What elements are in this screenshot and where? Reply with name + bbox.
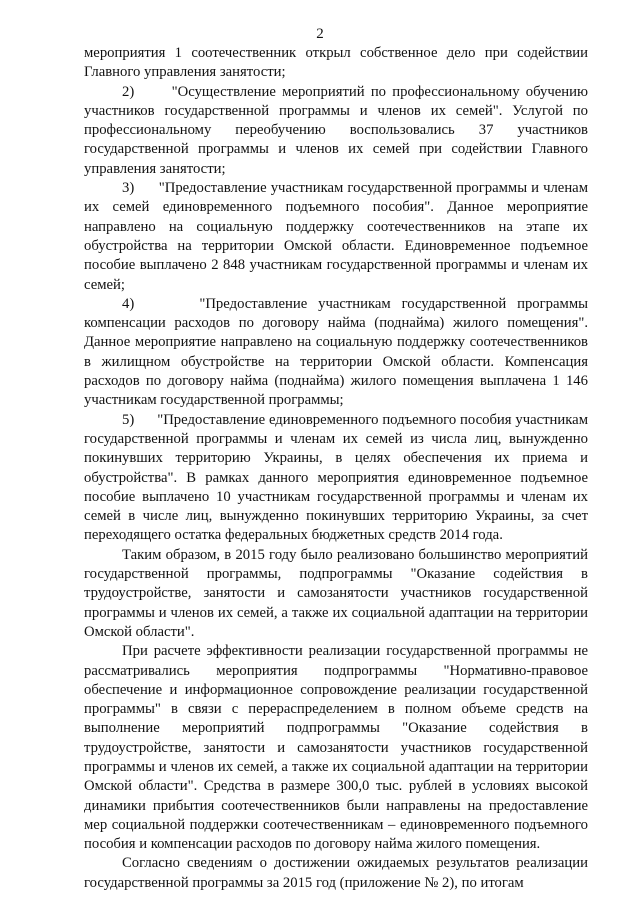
efficiency-paragraph: При расчете эффективности реализации государственной программы не рассматривались мероприятия подпрограммы "Нормативно-правовое обеспечение и информационное сопровождение реализации государственной программы" в связи с перераспределением в полном объеме средств на выполнение мероприятий подпрограммы "Оказание содействия в трудоустройстве, занятости и самозанятости участников государственной программы и членов их семей, а также их социальной адаптации на территории Омской области". Средства в размере 300,0 тыс. рублей в условиях высокой динамики прибытия соотечественников были направлены на предоставление мер социальной поддержки соотечественникам – единовременного подъемного пособия и компенсации расходов по договору найма жилого помещения. [84, 643, 588, 853]
list-item-3: 3) "Предоставление участникам государственной программы и членам их семей единовременного подъемного пособия". Данное мероприятие направлено на социальную поддержку соотечественников на этапе их обустройства на территории Омской области. Единовременное подъемное пособие выплачено 2 848 участникам государственной программы и членам их семей; [84, 180, 588, 293]
list-item-2: 2) "Осуществление мероприятий по профессиональному обучению участников государственной программы и членов их семей". Услугой по профессиональному переобучению воспользовались 37 участников государственной программы и членов их семей при содействии Главного управления занятости; [84, 83, 588, 177]
summary-paragraph: Таким образом, в 2015 году было реализовано большинство мероприятий государственной программы, подпрограммы "Оказание содействия в трудоустройстве, занятости и самозанятости участников государственной программы и членов их семей, а также их социальной адаптации на территории Омской области". [84, 546, 588, 640]
document-body [84, 44, 588, 893]
paragraph-continuation: мероприятия 1 соотечественник открыл собственное дело при содействии Главного управления занятости; [84, 45, 588, 81]
page-number: 2 [316, 26, 324, 42]
list-item-4: 4) "Предоставление участникам государственной программы компенсации расходов по договору найма (поднайма) жилого помещения". Данное мероприятие направлено на социальную поддержку соотечественников в жилищном обустройстве на территории Омской области. Компенсация расходов по договору найма (поднайма) жилого помещения выплачена 1 146 участникам государственной программы; [84, 295, 588, 409]
list-item-5: 5) "Предоставление единовременного подъемного пособия участникам государственной программы и членам их семей из числа лиц, вынужденно покинувших территорию Украины, в целях обеспечения их приема и обустройства". В рамках данного мероприятия единовременное подъемное пособие выплачено 10 участникам государственной программы и членам их семей в числе лиц, вынужденно покинувших территорию Украины, за счет переходящего остатка федеральных бюджетных средств 2014 года. [84, 411, 588, 544]
results-paragraph: Согласно сведениям о достижении ожидаемых результатов реализации государственной программы за 2015 год (приложение № 2), по итогам [84, 855, 588, 891]
